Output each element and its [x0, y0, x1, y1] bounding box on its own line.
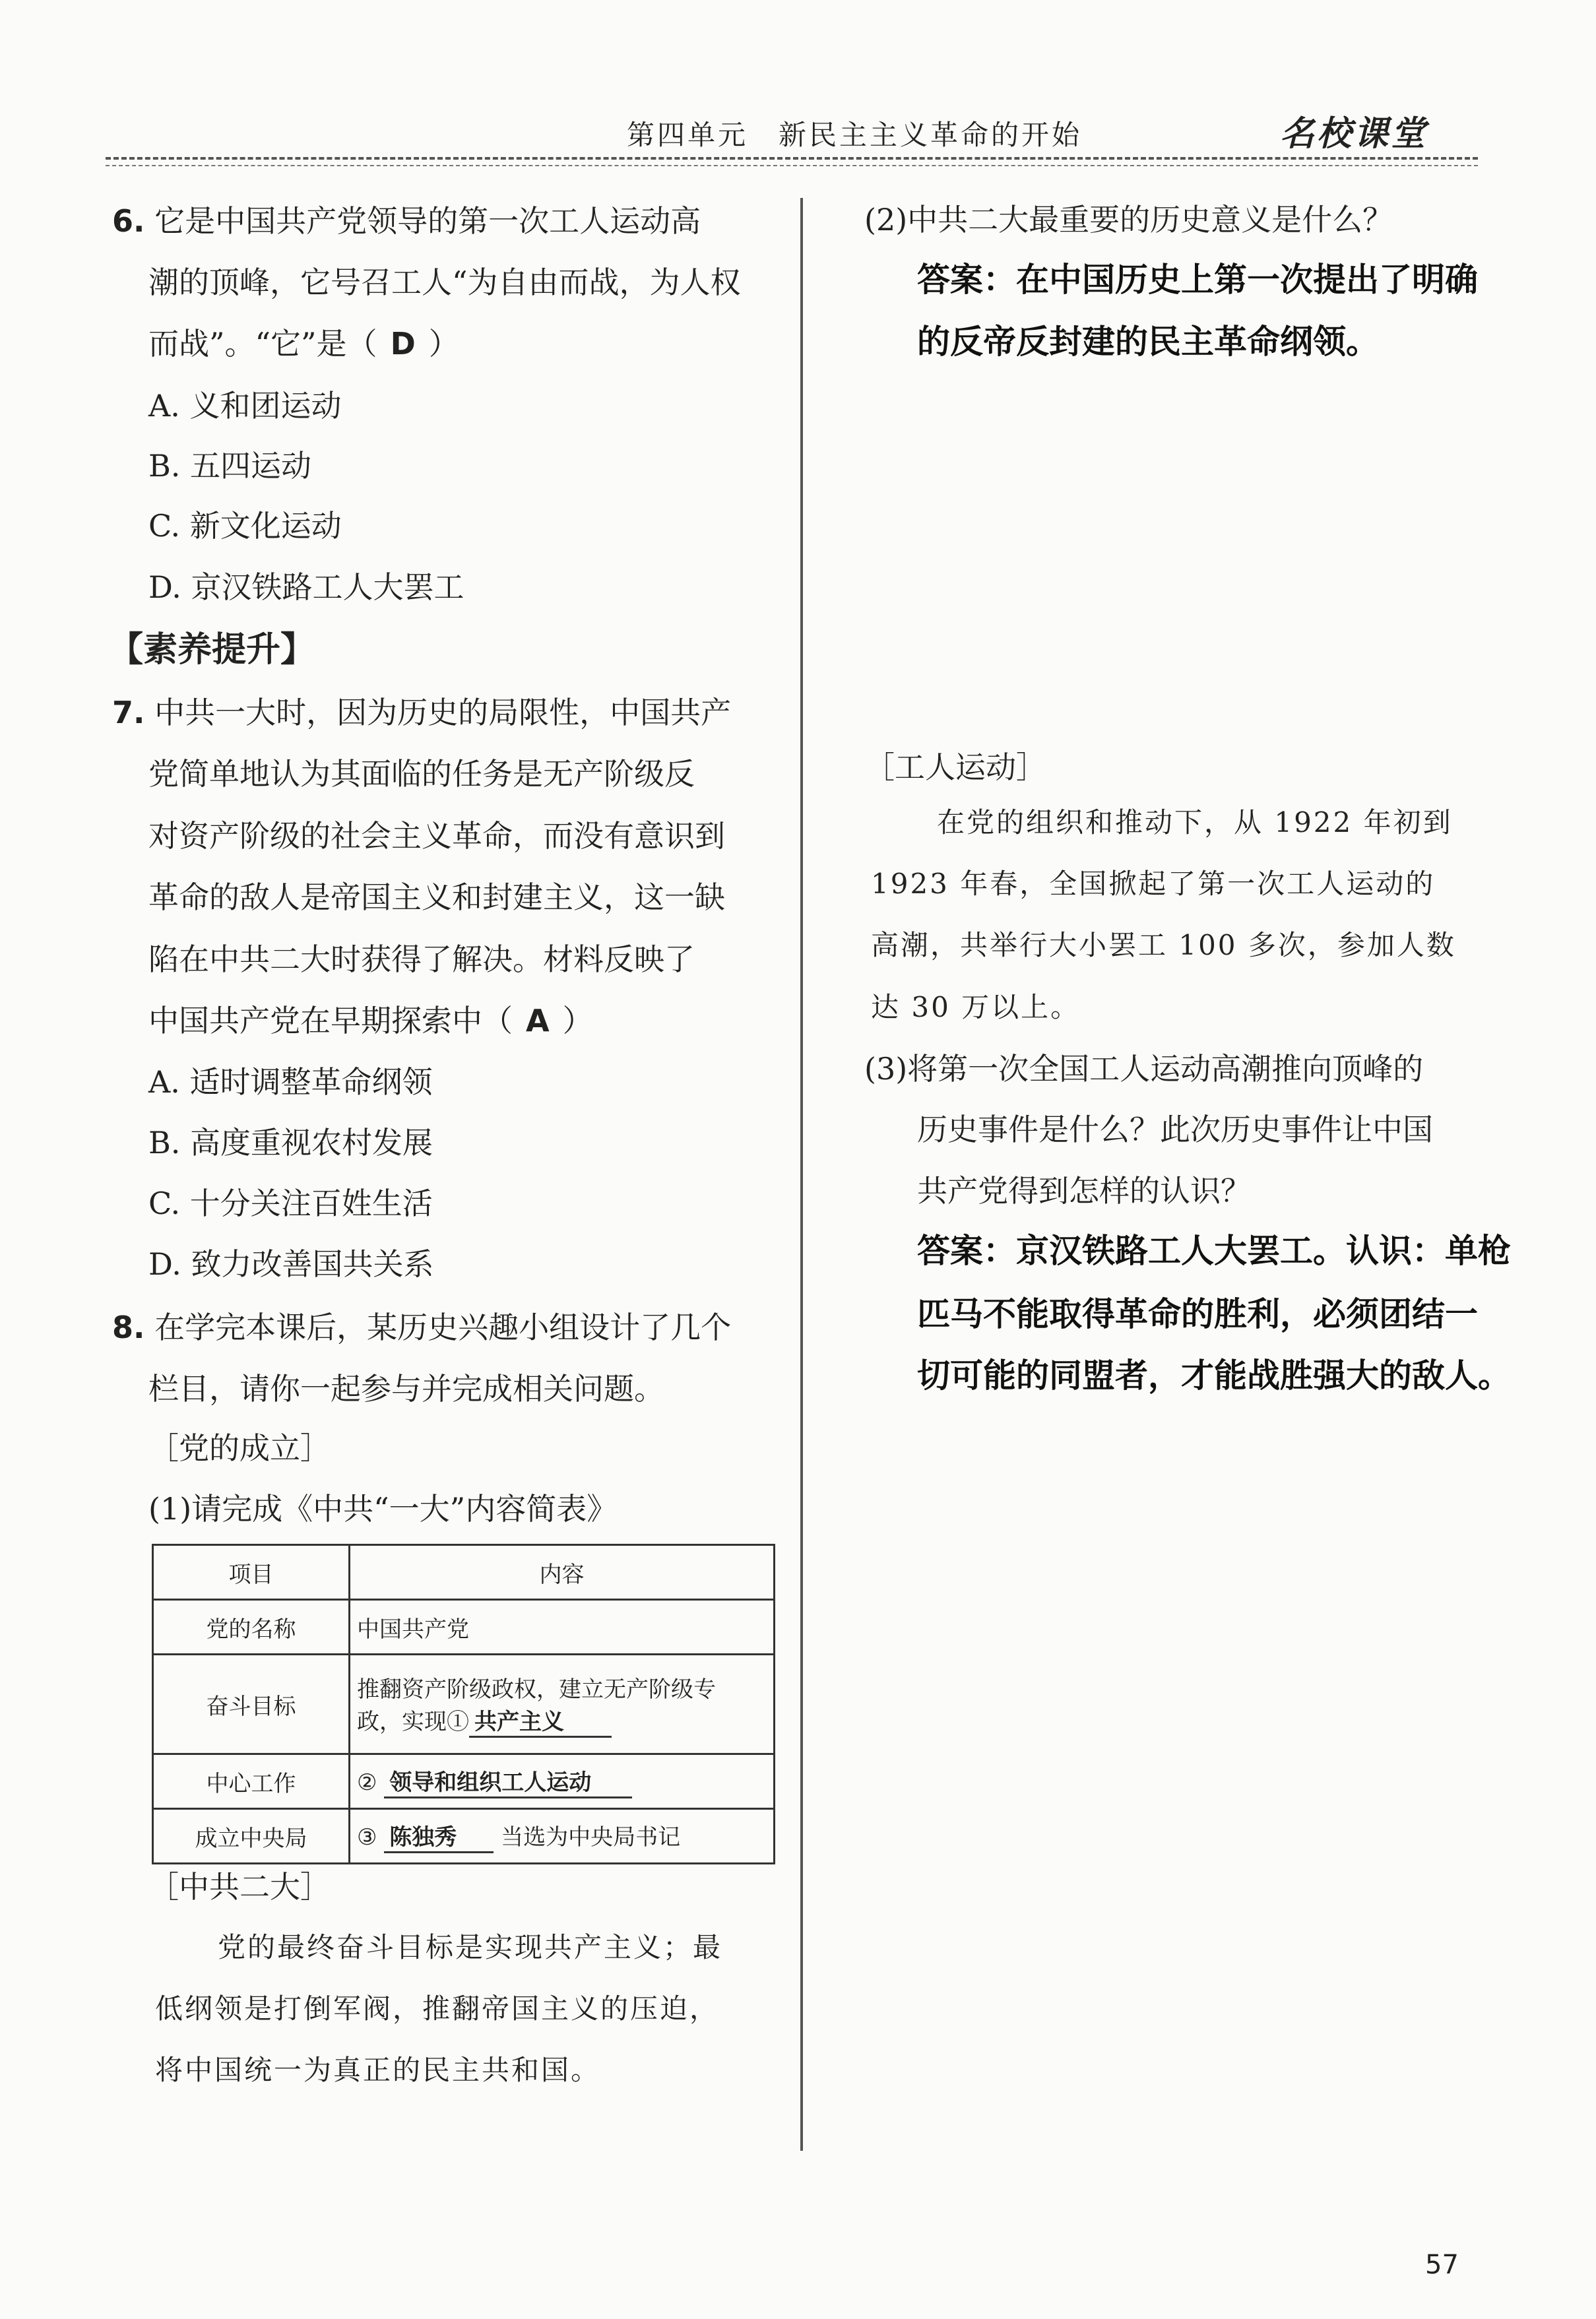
question-number: 6.	[112, 203, 145, 239]
answer-fill: 共产主义	[469, 1703, 612, 1738]
option-a: A. 适时调整革命纲领	[148, 1064, 433, 1100]
question-text: 革命的敌人是帝国主义和封建主义，这一缺	[148, 879, 725, 915]
table-cell: 中心工作	[153, 1754, 350, 1809]
sub-question-3: (3)将第一次全国工人运动高潮推向顶峰的	[864, 1051, 1424, 1087]
question-text: 栏目，请你一起参与并完成相关问题。	[148, 1371, 664, 1407]
question-text: 潮的顶峰，它号召工人“为自由而战，为人权	[148, 265, 741, 300]
page-number: 57	[1425, 2250, 1459, 2280]
table-cell: 成立中央局	[153, 1809, 350, 1864]
table-header-row	[153, 1545, 775, 1600]
material-text: 低纲领是打倒军阀，推翻帝国主义的压迫，	[155, 1992, 720, 2025]
header-divider	[106, 157, 1478, 160]
answer-text: 答案：在中国历史上第一次提出了明确	[917, 261, 1478, 299]
question-text: 它是中国共产党领导的第一次工人运动高	[154, 203, 701, 239]
table-cell	[350, 1754, 775, 1809]
brand-logo: 名校课堂	[1280, 113, 1428, 154]
table-cell	[350, 1809, 775, 1864]
question-number: 7.	[112, 695, 145, 730]
answer-choice: D	[390, 326, 416, 362]
question-text: 中共一大时，因为历史的局限性，中国共产	[154, 695, 732, 730]
question-text: 而战”。“它”是（	[148, 326, 377, 362]
table-cell	[350, 1655, 775, 1754]
paren-close: ）	[562, 1003, 593, 1038]
option-d: D. 京汉铁路工人大罢工	[148, 569, 464, 605]
table-cell: 中国共产党	[350, 1600, 775, 1655]
answer-fill: 陈独秀	[384, 1819, 494, 1853]
question-text: 中国共产党在早期探索中（	[148, 1003, 513, 1038]
table-cell: 党的名称	[153, 1600, 350, 1655]
answer-text: 匹马不能取得革命的胜利，必须团结一	[917, 1295, 1478, 1333]
table-cell-text: 当选为中央局书记	[501, 1824, 681, 1851]
circled-number: ②	[357, 1769, 377, 1796]
second-congress-heading: ［中共二大］	[148, 1869, 331, 1905]
question-number: 8.	[112, 1310, 145, 1345]
section-title: 【素养提升】	[109, 630, 315, 670]
question-text: 在学完本课后，某历史兴趣小组设计了几个	[154, 1310, 732, 1345]
paren-close: ）	[428, 326, 459, 362]
material-text: 1923 年春，全国掀起了第一次工人运动的	[871, 868, 1436, 900]
option-c: C. 新文化运动	[148, 508, 342, 544]
option-c: C. 十分关注百姓生活	[148, 1186, 433, 1221]
option-b: B. 五四运动	[148, 448, 312, 484]
answer-choice: A	[526, 1003, 550, 1038]
table-row	[153, 1655, 775, 1754]
column-divider	[800, 198, 803, 2151]
sub-question-3: 共产党得到怎样的认识？	[917, 1173, 1251, 1209]
table-row	[153, 1754, 775, 1809]
material-text: 在党的组织和推动下，从 1922 年初到	[937, 806, 1453, 839]
unit-title: 第四单元 新民主主义革命的开始	[627, 119, 1083, 151]
question-text: 党简单地认为其面临的任务是无产阶级反	[148, 756, 695, 792]
sub-question-1: (1)请完成《中共“一大”内容简表》	[148, 1491, 618, 1527]
answer-text: 的反帝反封建的民主革命纲领。	[917, 323, 1379, 361]
option-b: B. 高度重视农村发展	[148, 1125, 433, 1160]
table-cell: 奋斗目标	[153, 1655, 350, 1754]
material-text: 高潮，共举行大小罢工 100 多次，参加人数	[871, 929, 1456, 961]
table-cell-text: 推翻资产阶级政权，建立无产阶级专	[357, 1676, 716, 1703]
material-text: 达 30 万以上。	[871, 991, 1081, 1023]
option-d: D. 致力改善国共关系	[148, 1246, 434, 1282]
labor-heading: ［工人运动］	[864, 749, 1046, 785]
option-a: A. 义和团运动	[148, 388, 342, 424]
answer-text: 切可能的同盟者，才能战胜强大的敌人。	[917, 1356, 1511, 1395]
question-text: 对资产阶级的社会主义革命，而没有意识到	[148, 818, 725, 854]
answer-fill: 领导和组织工人运动	[384, 1764, 632, 1798]
table-row	[153, 1600, 775, 1655]
circled-number: ③	[357, 1824, 377, 1851]
material-text: 党的最终奋斗目标是实现共产主义；最	[218, 1931, 723, 1963]
table-cell-text: 政，实现①	[357, 1708, 469, 1735]
congress-content-table	[152, 1544, 775, 1864]
sub-question-2: (2)中共二大最重要的历史意义是什么？	[864, 202, 1393, 238]
header-divider-thin	[106, 165, 1478, 166]
answer-text: 答案：京汉铁路工人大罢工。认识：单枪	[917, 1232, 1511, 1270]
material-text: 将中国统一为真正的民主共和国。	[155, 2054, 601, 2086]
table-header-cell: 项目	[153, 1545, 350, 1600]
founding-heading: ［党的成立］	[148, 1430, 331, 1466]
sub-question-3: 历史事件是什么？此次历史事件让中国	[917, 1112, 1433, 1147]
table-header-cell: 内容	[350, 1545, 775, 1600]
question-text: 陷在中共二大时获得了解决。材料反映了	[148, 941, 695, 977]
table-row	[153, 1809, 775, 1864]
